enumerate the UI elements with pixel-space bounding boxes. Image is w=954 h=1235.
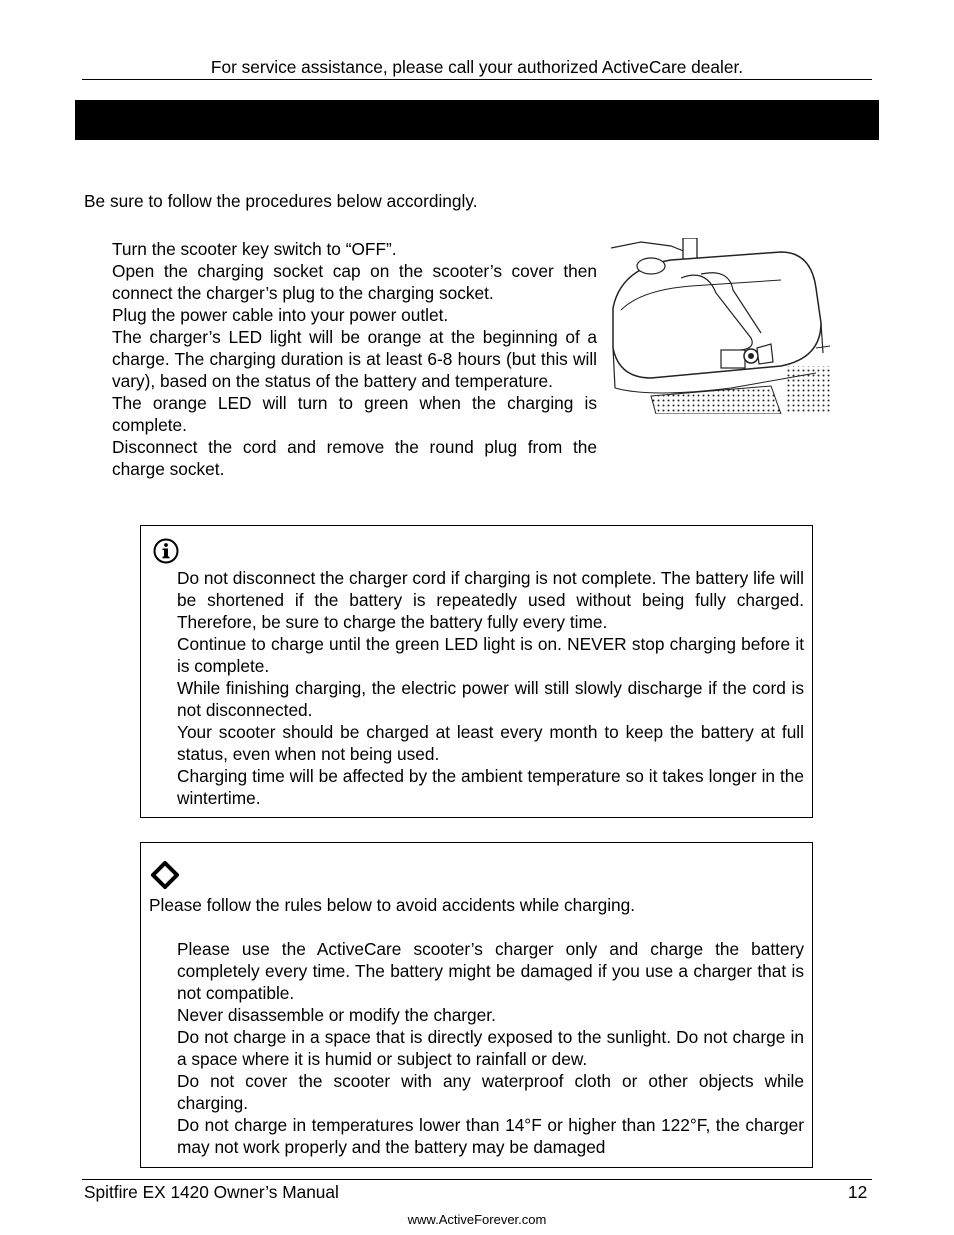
- list-item: The charger’s LED light will be orange at the beginning of a charge. The charging duration is at least 6-8 hours (but this will vary), based on the status of the battery and temperature.: [112, 327, 597, 391]
- warning-diamond-icon: [151, 861, 179, 889]
- list-item: Continue to charge until the green LED light is on. NEVER stop charging before it is complete.: [177, 634, 804, 676]
- list-item: Your scooter should be charged at least every month to keep the battery at full status, even when not being used.: [177, 722, 804, 764]
- list-item: Do not charge in temperatures lower than 14°F or higher than 122°F, the charger may not work properly and the battery may be damaged: [177, 1115, 804, 1157]
- list-item: Plug the power cable into your power outlet.: [112, 305, 449, 325]
- list-item: Charging time will be affected by the ambient temperature so it takes longer in the wintertime.: [177, 766, 804, 808]
- list-item: Disconnect the cord and remove the round plug from the charge socket.: [112, 437, 597, 479]
- footer-page-number: 12: [848, 1182, 868, 1202]
- header-divider: [82, 79, 872, 80]
- warning-rules-list: [177, 938, 804, 1158]
- page-header-service-note: For service assistance, please call your authorized ActiveCare dealer.: [210, 57, 744, 77]
- intro-text: Be sure to follow the procedures below accordingly.: [84, 191, 478, 211]
- charging-socket-illustration: [611, 238, 830, 414]
- list-item: Turn the scooter key switch to “OFF”.: [112, 239, 397, 259]
- list-item: Open the charging socket cap on the scooter’s cover then connect the charger’s plug to the charging socket.: [112, 261, 597, 303]
- info-note-list: [177, 567, 804, 809]
- list-item: Do not charge in a space that is directly exposed to the sunlight. Do not charge in a space where it is humid or subject to rainfall or dew.: [177, 1027, 804, 1069]
- list-item: Please use the ActiveCare scooter’s charger only and charge the battery completely every time. The battery might be damaged if you use a charger that is not compatible.: [177, 939, 804, 1003]
- footer-divider: [82, 1179, 872, 1180]
- list-item: While finishing charging, the electric power will still slowly discharge if the cord is not disconnected.: [177, 678, 804, 720]
- list-item: Never disassemble or modify the charger.: [177, 1005, 496, 1025]
- info-icon: [153, 538, 179, 564]
- footer-website: www.ActiveForever.com: [407, 1212, 547, 1227]
- section-title-bar: [75, 100, 879, 140]
- list-item: Do not disconnect the charger cord if charging is not complete. The battery life will be shortened if the battery is repeatedly used without being fully charged. Therefore, be sure to charge the battery fully every time.: [177, 568, 804, 632]
- list-item: The orange LED will turn to green when the charging is complete.: [112, 393, 597, 435]
- list-item: Do not cover the scooter with any waterproof cloth or other objects while charging.: [177, 1071, 804, 1113]
- warning-lead-text: Please follow the rules below to avoid accidents while charging.: [149, 895, 636, 915]
- footer-manual-title: Spitfire EX 1420 Owner’s Manual: [84, 1182, 339, 1202]
- charging-steps-list: [112, 238, 597, 480]
